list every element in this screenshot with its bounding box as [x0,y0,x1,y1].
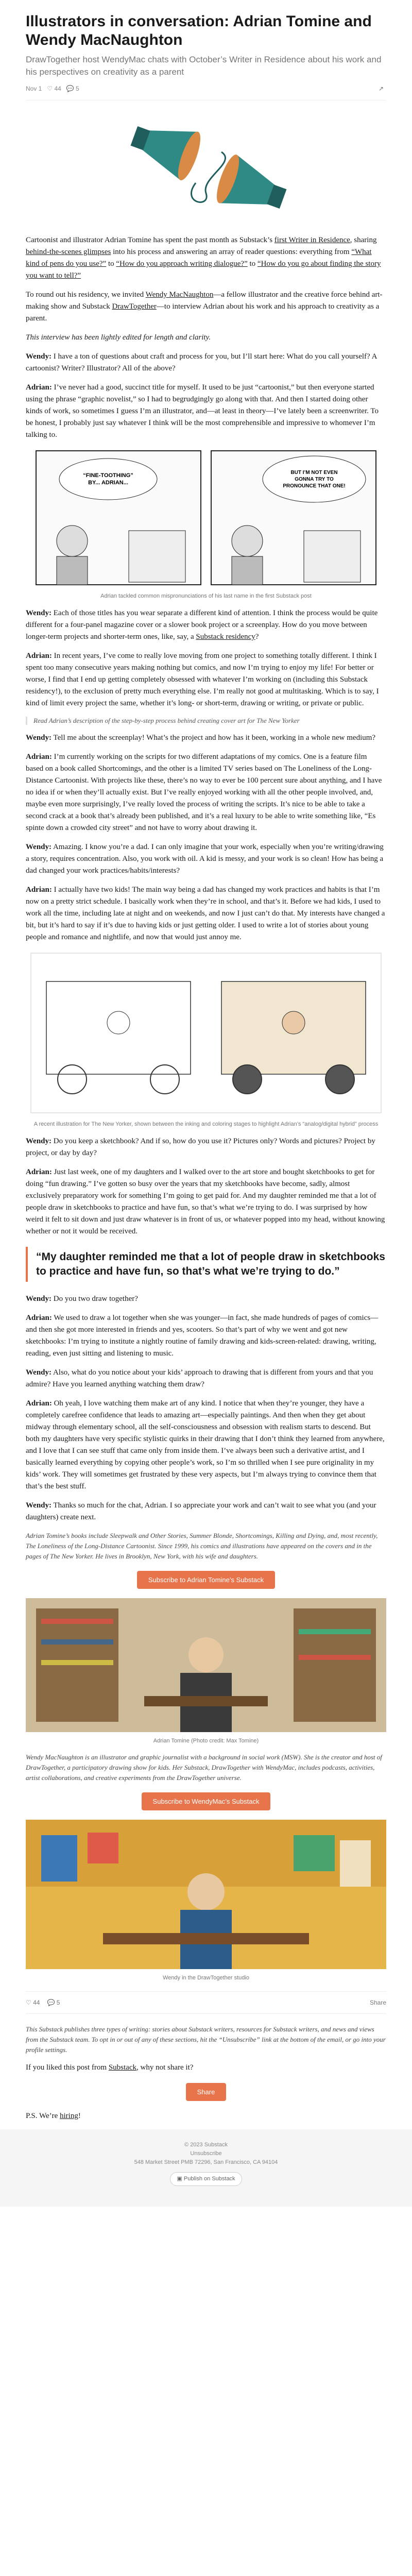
illustration-figure [26,951,386,1127]
publish-on-substack-button[interactable]: ▣ Publish on Substack [170,2172,242,2186]
page-footer [0,2129,412,2207]
desk [144,1696,268,1706]
post-meta [26,83,386,100]
page-subtitle: DrawTogether host WendyMac chats with October’s Writer in Residence about his work and his perspectives on creativity as a parent [26,55,382,77]
newsletter-info: This Substack publishes three types of writing: stories about Substack writers, resources for Substack writers, and news and views from the Substack team. To opt in or out of any of these sections, hit the “Unsubscribe” link at the bottom of the email, or go into your profile settings. [26,2025,386,2054]
share-button[interactable]: Share [369,1999,386,2006]
photo-adrian-figure [26,1598,386,1744]
photo-wendy [26,1820,386,1969]
link-writer-in-residence[interactable]: first Writer in Residence [274,236,350,244]
link-drawtogether[interactable]: DrawTogether [112,302,157,311]
link-wendy[interactable]: Wendy MacNaughton [145,291,214,299]
link-hiring[interactable]: hiring [60,2112,78,2120]
like-count[interactable]: ♡ 44 [47,85,61,92]
wall-art [41,1835,77,1882]
share-post-button[interactable]: Share [186,2083,227,2101]
qa-item: Wendy: I have a ton of questions about craft and process for you, but I’ll start here: What do you call yourself? A cartoonist? Writer? Illustrator? All of the above? [26,352,377,372]
like-button[interactable]: ♡ 44 [26,1999,40,2006]
bio-wendy: Wendy MacNaughton is an illustrator and graphic journalist with a background in social work (MSW). She is the creator and host of DrawTogether, a participatory drawing show for kids. Her Substack, DrawTogether with WendyMac, includes podcasts, activities, artist collaborations, and creative experiments from the DrawTogether universe. [26,1753,382,1782]
photo-caption: Wendy in the DrawTogether studio [163,1975,249,1981]
qa-item: Wendy: Each of those titles has you wear separate a different kind of attention. I think the process would be quite different for a four-panel magazine cover or a slower book project or a screenplay. How do you move between longer-term projects and shorter-term ones, like, say, a Substack residency? [26,609,378,641]
footer-unsubscribe[interactable]: Unsubscribe [190,2150,222,2157]
share-prompt: If you liked this post from Substack, why not share it? [26,2063,194,2072]
link-substack-residency[interactable]: Substack residency [196,633,255,641]
bio-adrian: Adrian Tomine’s books include Sleepwalk and Other Stories, Summer Blonde, Shortcomings, Killing and Dying, and, most recently, The Loneliness of the Long-Distance Cartoonist. Since 1999, his comics and illustrations have appeared on the covers and in the pages of The New Yorker. He lives in Brooklyn, New York, with his wife and daughters. [26,1532,378,1560]
qa-item: Wendy: Also, what do you notice about your kids’ approach to drawing that is different from yours and that you admire? Have you learned anything watching them draw? [26,1368,373,1388]
figure-caption: Adrian tackled common mispronunciations of his last name in the first Substack post [100,593,312,599]
link-pens[interactable]: “What kind of pens do you use?” [26,248,372,268]
qa-item: Adrian: Just last week, one of my daughters and I walked over to the art store and bought sketchbooks to get for doing “fun drawing.” I’ve gotten so busy over the years that my sketchbooks have become, sadly, almost exclusively preparatory work for something I’m going to get paid for. And my daughter reminded me that a lot of people draw in sketchbooks to practice and have fun, so that’s what we’re trying to do. I was surprised by how weird it felt to sit down and just draw whatever is in front of us, or whatever popped into my head, without knowing whether or not it would be received. [26,1168,385,1235]
qa-item: Adrian: I’ve never had a good, succinct title for myself. It used to be just “cartoonist,” but then everyone started using the phrase “graphic novelist,” so I had to begrudgingly go along with that. And then I started doing other kinds of work, so sometimes I guess I’m an illustrator, and—at least in theory—I’ve lately been a screenwriter. To be honest, I probably just say whatever I think will be the most comprehensible and impressive to whomever I’m talking to. [26,383,379,439]
post-date: Nov 1 [26,85,42,92]
qa-item: Wendy: Do you keep a sketchbook? And if so, how do you use it? Pictures only? Words and pictures? Project by project, or day by day? [26,1137,375,1157]
qa-item: Wendy: Do you two draw together? [26,1295,138,1303]
page-title: Illustrators in conversation: Adrian Tomine and Wendy MacNaughton [26,13,372,48]
svg-text:GONNA TRY TO: GONNA TRY TO [295,477,334,482]
character-head-2 [232,526,263,556]
comic-figure [26,448,386,599]
comic-strip [26,448,386,587]
link-behind-scenes[interactable]: behind-the-scenes glimpses [26,248,111,256]
footer-address: 548 Market Street PMB 72296, San Francisco, CA 94104 [134,2159,278,2165]
speech-bubble-1 [59,459,157,500]
speech-text-1: “FINE-TOOTHING” [83,472,133,479]
qa-item: Wendy: Thanks so much for the chat, Adrian. I so appreciate your work and can’t wait to see what you (and your daughters) create next. [26,1501,376,1521]
person-head [187,1873,225,1910]
photo-wendy-figure [26,1820,386,1981]
ps-note: P.S. We’re hiring! [26,2112,81,2120]
footer-copyright: © 2023 Substack [184,2142,228,2148]
photo-adrian [26,1598,386,1732]
table [103,1933,309,1944]
post-actions [26,1991,386,2014]
comment-button[interactable]: 💬 5 [47,1999,60,2006]
intro-paragraph-2: To round out his residency, we invited Wendy MacNaughton—a fellow illustrator and the creative force behind art-making show and Substack DrawTogether—to interview Adrian about his work and his approach to creativity as a parent. [26,291,383,323]
svg-text:PRONOUNCE THAT ONE!: PRONOUNCE THAT ONE! [283,483,346,489]
qa-item: Adrian: In recent years, I’ve come to really love moving from one project to something totally different. I think I spent too many consecutive years making nothing but comics, and now I’m trying to enjoy my life! For better or worse, I find that I end up getting completely obsessed with whatever I’m working on (including this Substack residency!), to the exclusion of pretty much everything else. I’m really not good at multitasking. Which is to say, I kind of limit every project the same, whether it’s long- or short-term, drawing or writing, or private or public. [26,652,379,707]
photo-caption: Adrian Tomine (Photo credit: Max Tomine) [153,1738,259,1744]
podium [129,531,185,582]
qa-item: Adrian: We used to draw a lot together when she was younger—in fact, she made hundreds of pages of comics—and then she got more interested in friends and yes, scooters. So that’s part of why we went and got new sketchbooks: I’m trying to institute a nightly routine of family drawing and kids-screen-related: drawing, writing, reading, even just sitting and listening to music. [26,1314,379,1358]
pull-quote: “My daughter reminded me that a lot of people draw in sketchbooks to practice and have fun, so that’s what we’re trying to do.” [26,1247,386,1282]
substack-icon: ▣ [177,2176,182,2182]
speech-text-2: BUT I’M NOT EVEN [290,470,338,476]
comment-count[interactable]: 💬 5 [66,85,79,92]
share-icon[interactable]: ↗ [378,85,384,92]
qa-item: Wendy: Tell me about the screenplay! What’s the project and how has it been, working in a whole new medium? [26,734,376,742]
edit-note: This interview has been lightly edited for length and clarity. [26,333,211,342]
block-quote[interactable]: Read Adrian’s description of the step-by-step process behind creating cover art for The New Yorker [26,717,386,725]
figure-caption: A recent illustration for The New Yorker, shown between the inking and coloring stages to highlight Adrian’s “analog/digital hybrid” process [33,1121,379,1127]
new-yorker-illustration [26,951,386,1115]
subscribe-adrian-button[interactable]: Subscribe to Adrian Tomine’s Substack [137,1571,275,1589]
hero-illustration [26,106,386,229]
qa-item: Adrian: I actually have two kids! The main way being a dad has changed my work practices and habits is that I’m now on a pretty strict schedule. I basically work when they’re in school, and that’s it. Before we had kids, I used to work all the time, including late at night and on weekends, and now I just can’t do that. My interests have changed a bit, but it’s hard to say if it’s due to having kids or just getting older. I used to write a lot of stories about young people and romance and nightlife, and now that would just annoy me. [26,886,385,941]
intro-paragraph-1: Cartoonist and illustrator Adrian Tomine has spent the past month as Substack’s first Writer in Residence, sharing behind-the-scenes glimpses into his process and answering an array of reader questions: everything from “What kind of pens do you use?” to “How do you approach writing dialogue?” to “How do you go about finding the story you want to tell?” [26,236,381,280]
subscribe-wendy-button[interactable]: Subscribe to WendyMac’s Substack [142,1792,271,1810]
link-substack[interactable]: Substack [108,2063,136,2072]
svg-text:BY... ADRIAN...: BY... ADRIAN... [88,480,128,486]
character-head [57,526,88,556]
megaphones-art [26,106,386,229]
qa-item: Adrian: Oh yeah, I love watching them make art of any kind. I notice that when they’re younger, they have a completely carefree confidence that leads to amazing art—especially paintings. And then when they get about midway through elementary school, all the self-consciousness and obsession with realism starts to descend. But both my daughters have very specific stylistic quirks in their drawing that I don’t think they learned from anywhere, and I love that I can see stuff that came only from inside them. I’ve always been such a derivative artist, and I basically learned everything by copying other people’s work, so I’m so thrilled when I see pure originality in my kids’ work. They will sometimes get frustrated by these very aspects, but I’m always trying to convince them that that’s the best stuff. [26,1399,385,1490]
link-story[interactable]: “How do you go about finding the story you want to tell?” [26,260,381,280]
link-dialogue[interactable]: “How do you approach writing dialogue?” [116,260,248,268]
person-head [188,1637,224,1672]
qa-item: Adrian: I’m currently working on the scripts for two different adaptations of my comics. One is a feature film based on a book called Shortcomings, and the other is a limited TV series based on The Loneliness of the Long-Distance Cartoonist. With projects like these, there’s no way to ever be 100 percent sure about anything, and I have no idea if or when they’ll actually exist. But I’ve really enjoyed working with all the other people involved, and, maybe even more surprisingly, I’ve really loved the process of writing the scripts. It’s nice to be able to take a second crack at a book that’s already been published, and it’s a real luxury to be able to write something like, “Es spinte down a crowded city street” and not have to worry about drawing it. [26,753,382,832]
qa-item: Wendy: Amazing. I know you’re a dad. I can only imagine that your work, especially when you’re writing/drawing a story, requires concentration. Also, you work with oil. A kid is messy, and your work is so clean! How has being a dad changed your work practices/habits/interests? [26,843,384,875]
